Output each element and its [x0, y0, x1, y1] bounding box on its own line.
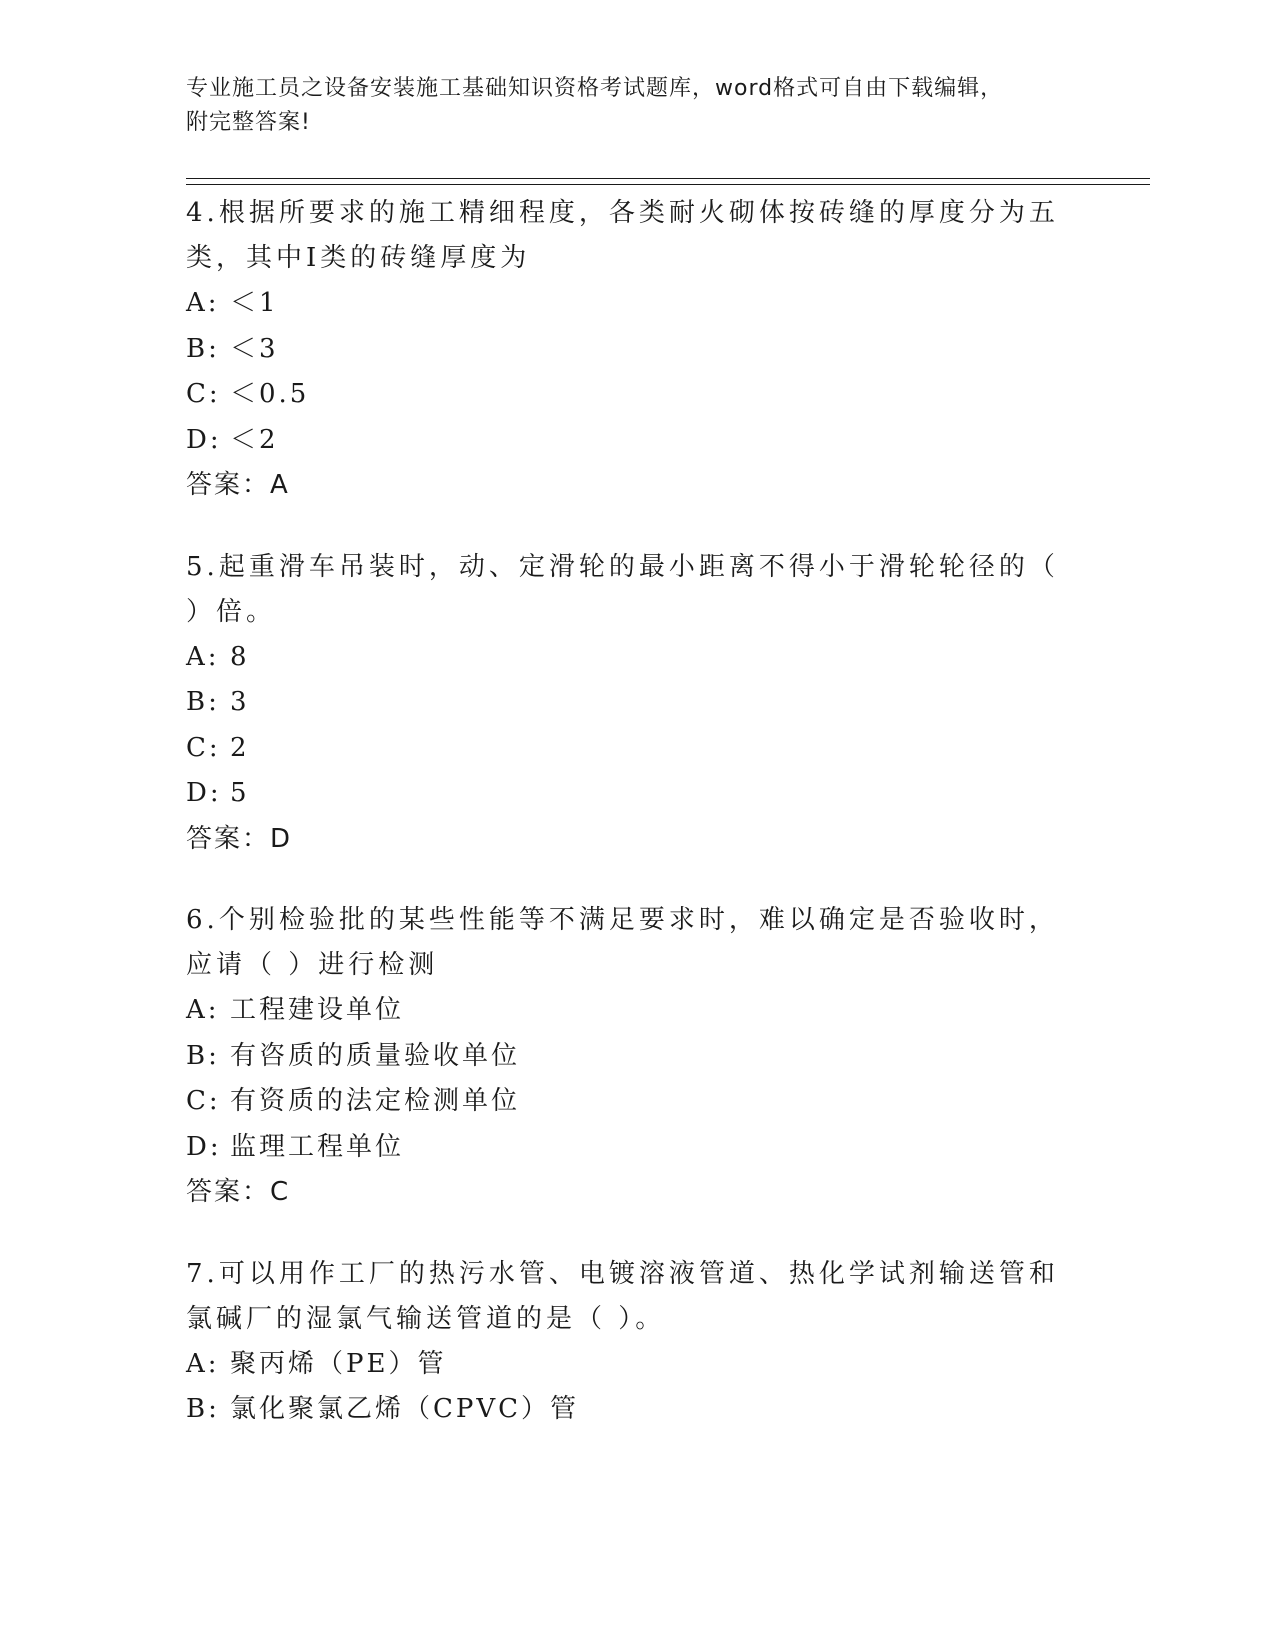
- option-b: [186, 1034, 1066, 1080]
- option-b: [186, 327, 1066, 373]
- option-c: [186, 726, 1066, 772]
- header-rule-bottom: [186, 184, 1150, 185]
- question-stem: [186, 898, 1066, 988]
- option-key: A:: [186, 288, 220, 318]
- option-text: 有资质的法定检测单位: [230, 1086, 521, 1116]
- option-a: [186, 635, 1066, 681]
- header-line-1: 专业施工员之设备安装施工基础知识资格考试题库，word格式可自由下载编辑，: [186, 76, 1004, 101]
- option-key: C:: [186, 732, 221, 763]
- question-text: 起重滑车吊装时，动、定滑轮的最小距离不得小于滑轮轮径的（ ）倍。: [186, 551, 1059, 627]
- option-key: A:: [186, 641, 220, 672]
- option-key: A:: [186, 1348, 220, 1379]
- option-text: 氯化聚氯乙烯（CPVC）管: [230, 1394, 580, 1424]
- option-b: [186, 1387, 1066, 1433]
- question-4: [186, 191, 1066, 509]
- option-text: 聚丙烯（PE）管: [230, 1348, 447, 1379]
- question-stem: [186, 545, 1066, 635]
- option-text: 有咨质的质量验收单位: [230, 1040, 521, 1071]
- question-text: 个别检验批的某些性能等不满足要求时，难以确定是否验收时，应请（ ）进行检测: [186, 905, 1059, 980]
- option-text: 监理工程单位: [230, 1131, 405, 1162]
- option-text: 2: [230, 732, 250, 763]
- option-key: B:: [186, 1040, 220, 1071]
- question-7: [186, 1252, 1066, 1433]
- option-a: [186, 281, 1066, 327]
- option-text: 5: [230, 778, 250, 808]
- question-number: 7.: [186, 1258, 219, 1289]
- option-key: D:: [186, 424, 222, 455]
- option-a: [186, 1342, 1066, 1388]
- question-6: [186, 898, 1066, 1216]
- answer-line: 答案：C: [186, 1177, 291, 1207]
- option-c: [186, 372, 1066, 418]
- question-list: [186, 191, 1066, 1469]
- question-stem: [186, 191, 1066, 281]
- option-key: D:: [186, 1131, 222, 1162]
- question-text: 可以用作工厂的热污水管、电镀溶液管道、热化学试剂输送管和氯碱厂的湿氯气输送管道的是（ ）。: [186, 1258, 1059, 1334]
- option-text: ＜1: [230, 288, 279, 318]
- option-key: C:: [186, 379, 221, 409]
- option-key: B:: [186, 1394, 220, 1424]
- question-number: 4.: [186, 198, 219, 228]
- header-line-2: 附完整答案!: [186, 110, 311, 135]
- option-key: A:: [186, 995, 220, 1025]
- option-text: 工程建设单位: [230, 995, 405, 1025]
- option-text: ＜2: [230, 424, 279, 455]
- question-number: 5.: [186, 551, 219, 582]
- question-text: 根据所要求的施工精细程度，各类耐火砌体按砖缝的厚度分为五类，其中Ⅰ类的砖缝厚度为: [186, 198, 1059, 273]
- document-header: [186, 72, 1066, 140]
- option-key: B:: [186, 333, 220, 364]
- option-key: C:: [186, 1086, 221, 1116]
- option-key: B:: [186, 687, 220, 717]
- answer-line: 答案：A: [186, 470, 290, 500]
- option-text: 3: [230, 687, 250, 717]
- header-rule-top: [186, 178, 1150, 179]
- option-text: ＜3: [230, 333, 279, 364]
- answer-line: 答案：D: [186, 823, 293, 854]
- option-c: [186, 1079, 1066, 1125]
- question-5: [186, 545, 1066, 863]
- question-stem: [186, 1252, 1066, 1342]
- option-b: [186, 680, 1066, 726]
- option-key: D:: [186, 778, 222, 808]
- option-d: [186, 1125, 1066, 1171]
- option-text: ＜0.5: [230, 379, 310, 409]
- option-d: [186, 771, 1066, 817]
- option-text: 8: [230, 641, 250, 672]
- option-d: [186, 418, 1066, 464]
- question-number: 6.: [186, 905, 219, 935]
- option-a: [186, 988, 1066, 1034]
